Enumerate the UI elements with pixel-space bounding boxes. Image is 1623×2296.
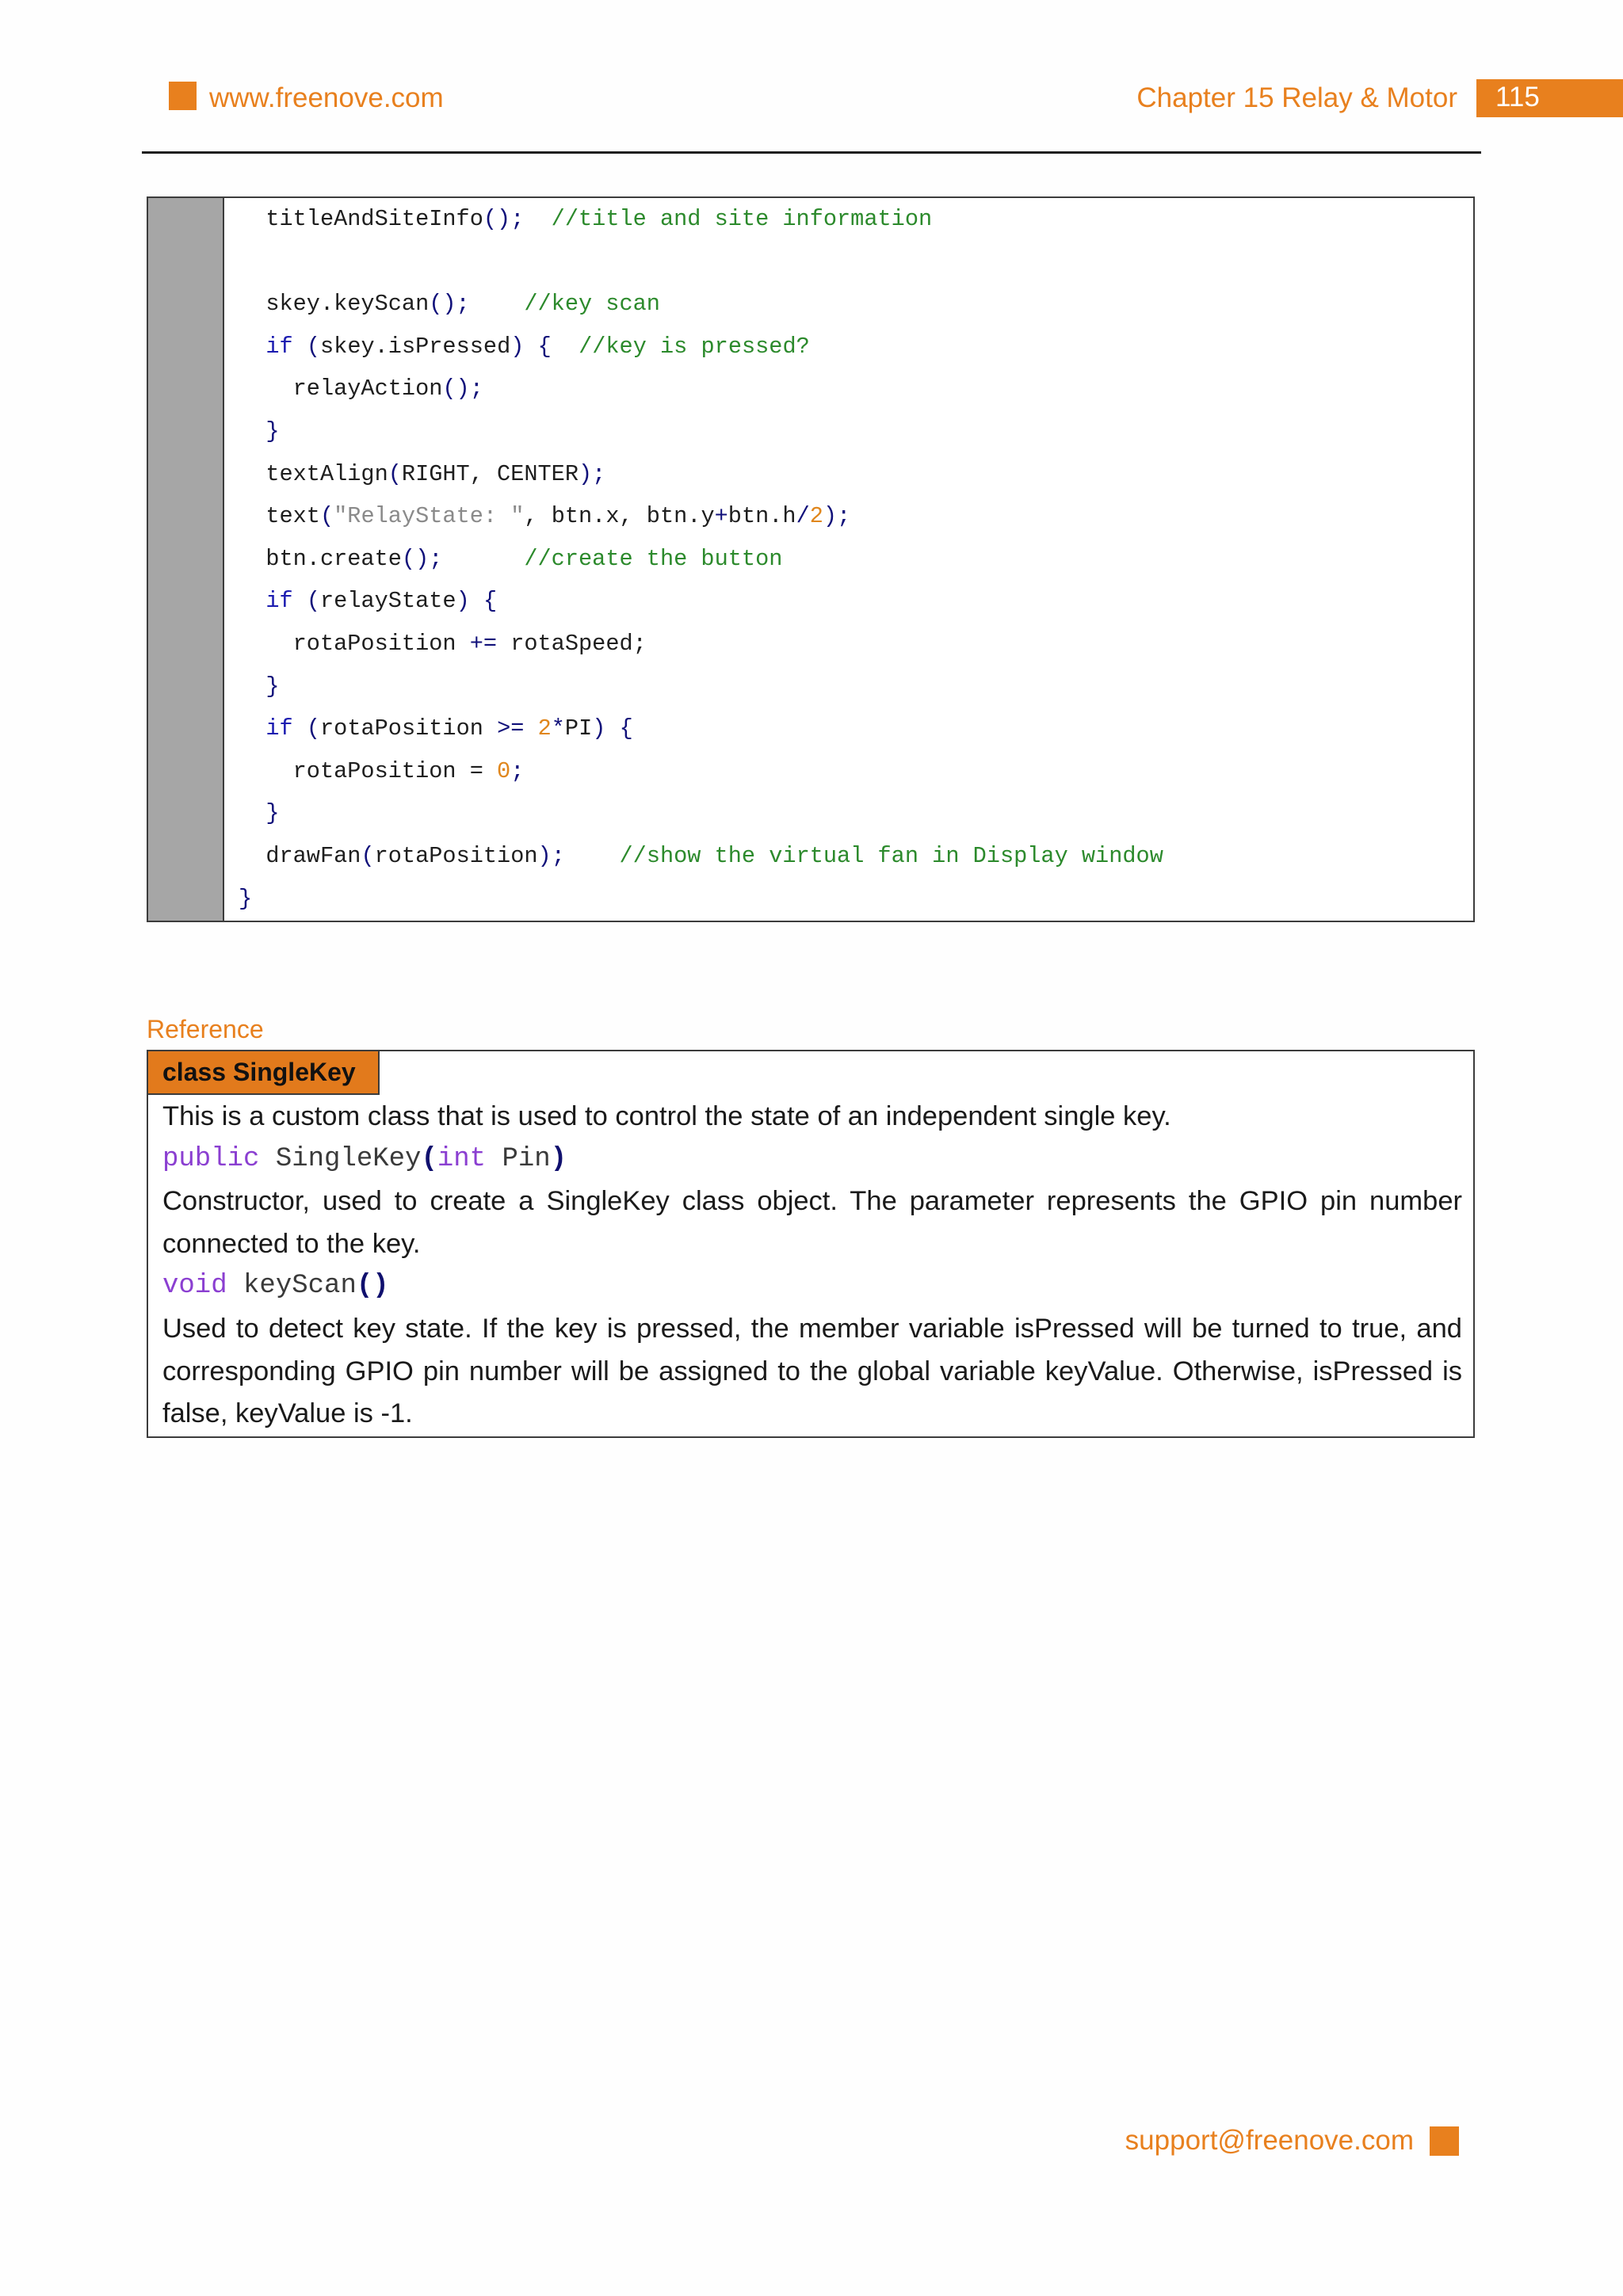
code-token: } bbox=[265, 673, 280, 700]
signature-method-name: keyScan bbox=[243, 1271, 357, 1302]
signature-param-type: int bbox=[437, 1143, 487, 1174]
code-token: btn.create bbox=[239, 545, 402, 572]
code-line bbox=[239, 707, 1163, 750]
code-token: skey.keyScan bbox=[239, 291, 430, 318]
code-token: skey.isPressed bbox=[320, 333, 511, 360]
code-token bbox=[239, 715, 265, 742]
signature-open-paren: ( bbox=[421, 1143, 437, 1174]
code-line bbox=[239, 326, 1163, 368]
header-divider bbox=[142, 151, 1481, 154]
code-token: ( bbox=[306, 715, 320, 742]
code-token: ( bbox=[388, 460, 402, 487]
reference-heading: Reference bbox=[147, 1015, 264, 1043]
code-token: titleAndSiteInfo bbox=[239, 206, 483, 232]
code-token: rotaPosition bbox=[374, 842, 538, 869]
code-token: / bbox=[796, 503, 810, 530]
code-line bbox=[239, 623, 1163, 666]
code-token bbox=[470, 588, 483, 614]
code-token bbox=[293, 715, 307, 742]
code-token: if bbox=[265, 333, 293, 360]
code-line bbox=[239, 580, 1163, 623]
code-token: (); bbox=[483, 206, 525, 232]
reference-body bbox=[162, 1096, 1462, 1436]
code-token bbox=[524, 334, 537, 360]
code-token: , btn.x, btn.y bbox=[524, 503, 715, 530]
header-logo-square bbox=[169, 82, 197, 110]
code-token bbox=[239, 418, 265, 444]
code-token: ); bbox=[823, 503, 851, 530]
code-token: 2 bbox=[537, 715, 552, 742]
code-token: drawFan bbox=[239, 842, 361, 869]
code-line bbox=[239, 410, 1163, 453]
code-token: { bbox=[619, 715, 633, 742]
code-token bbox=[524, 715, 537, 742]
code-line bbox=[239, 878, 1163, 921]
code-token: ) bbox=[456, 588, 470, 615]
code-token: //create the button bbox=[442, 545, 783, 572]
code-token: ); bbox=[579, 460, 606, 487]
code-token: (); bbox=[429, 291, 470, 318]
reference-box bbox=[147, 1050, 1475, 1438]
code-token: relayAction bbox=[239, 376, 443, 402]
code-token: + bbox=[714, 503, 728, 530]
code-line bbox=[239, 198, 1163, 241]
header-site-link[interactable]: www.freenove.com bbox=[209, 82, 444, 113]
method-description-line: corresponding GPIO pin number will be assigned to the global variable keyValue. Otherwise, isPressed is bbox=[162, 1356, 1462, 1386]
code-token bbox=[293, 334, 307, 360]
code-token: RIGHT, CENTER bbox=[401, 460, 579, 487]
method-description-line: Used to detect key state. If the key is pressed, the member variable isPressed will be turned to true, and bbox=[162, 1313, 1462, 1344]
code-token: ( bbox=[306, 333, 320, 360]
code-token: btn.h bbox=[727, 503, 796, 530]
code-token: if bbox=[265, 715, 293, 742]
code-token: ) bbox=[510, 333, 525, 360]
class-description: This is a custom class that is used to control the state of an independent single key. bbox=[162, 1101, 1171, 1131]
code-token: += bbox=[469, 630, 498, 657]
code-token: //title and site information bbox=[524, 206, 933, 232]
code-line bbox=[239, 750, 1163, 793]
code-token: textAlign bbox=[239, 460, 388, 487]
code-lines bbox=[239, 198, 1163, 920]
code-line bbox=[239, 666, 1163, 708]
class-title-tab: class SingleKey bbox=[148, 1051, 380, 1095]
code-token: PI bbox=[564, 715, 593, 742]
code-token: } bbox=[265, 800, 280, 827]
code-token: //key scan bbox=[469, 291, 660, 318]
code-token bbox=[239, 588, 265, 614]
code-line bbox=[239, 538, 1163, 581]
constructor-description-line: connected to the key. bbox=[162, 1228, 421, 1259]
code-token: { bbox=[537, 333, 552, 360]
code-listing bbox=[147, 196, 1475, 922]
code-token: } bbox=[265, 418, 280, 444]
code-token: * bbox=[551, 715, 565, 742]
code-gutter bbox=[148, 198, 224, 921]
code-token: "RelayState: " bbox=[334, 503, 525, 530]
code-line bbox=[239, 453, 1163, 496]
code-token: ; bbox=[510, 757, 525, 784]
signature-name: SingleKey bbox=[275, 1143, 422, 1174]
code-token: (); bbox=[442, 376, 483, 402]
code-line bbox=[239, 495, 1163, 538]
code-token: 0 bbox=[497, 757, 511, 784]
signature-parens: () bbox=[356, 1271, 389, 1302]
constructor-description-line: Constructor, used to create a SingleKey class object. The parameter represents the GPIO pin number bbox=[162, 1186, 1462, 1217]
code-token: relayState bbox=[320, 588, 456, 615]
code-token: text bbox=[239, 503, 320, 530]
code-token: { bbox=[483, 588, 498, 615]
page-number: 115 bbox=[1495, 82, 1540, 113]
code-token: 2 bbox=[809, 503, 823, 530]
code-token: ); bbox=[537, 842, 565, 869]
code-token bbox=[239, 800, 265, 826]
code-line bbox=[239, 241, 1163, 284]
code-token: rotaPosition = bbox=[239, 757, 498, 784]
code-token: rotaSpeed; bbox=[497, 630, 647, 657]
signature-return-type: void bbox=[162, 1271, 227, 1302]
signature-close-paren: ) bbox=[550, 1143, 567, 1174]
code-line bbox=[239, 792, 1163, 835]
code-token bbox=[605, 715, 619, 742]
method-signature bbox=[162, 1265, 1462, 1308]
code-token bbox=[239, 673, 265, 700]
code-token: >= bbox=[497, 715, 525, 742]
code-line bbox=[239, 368, 1163, 410]
method-description-line: false, keyValue is -1. bbox=[162, 1398, 413, 1429]
code-token: rotaPosition bbox=[320, 715, 498, 742]
code-token: ( bbox=[361, 842, 375, 869]
code-token: ( bbox=[319, 503, 334, 530]
code-token: rotaPosition bbox=[239, 630, 470, 657]
code-token: (); bbox=[401, 545, 443, 572]
code-token bbox=[293, 588, 307, 614]
code-token: } bbox=[239, 885, 253, 912]
code-line bbox=[239, 283, 1163, 326]
code-token: ( bbox=[306, 588, 320, 615]
code-token: ) bbox=[592, 715, 606, 742]
constructor-signature bbox=[162, 1138, 1462, 1181]
signature-param-name: Pin bbox=[502, 1143, 551, 1174]
code-line bbox=[239, 835, 1163, 878]
support-email-link[interactable]: support@freenove.com bbox=[1125, 2125, 1414, 2156]
chapter-title: Chapter 15 Relay & Motor bbox=[1136, 82, 1457, 113]
page-number-badge bbox=[1476, 79, 1623, 117]
footer-square bbox=[1430, 2126, 1459, 2156]
code-token: //show the virtual fan in Display window bbox=[564, 842, 1163, 869]
code-token: if bbox=[265, 588, 293, 615]
code-token bbox=[239, 334, 265, 360]
signature-modifier: public bbox=[162, 1143, 260, 1174]
code-token: //key is pressed? bbox=[551, 333, 810, 360]
